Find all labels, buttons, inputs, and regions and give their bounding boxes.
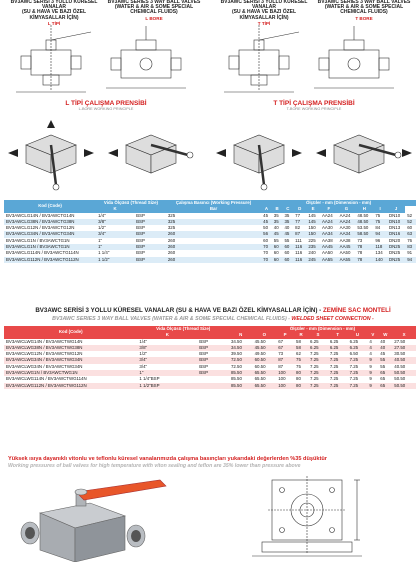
header-right-en-2 — [314, 0, 414, 21]
product-code: BV3AWCLWG34N / BV3AWCTWG34N — [4, 357, 137, 363]
product-code: BV3AWCLG38N / BV3AWCTG38N — [4, 219, 96, 225]
table-cell: 7.25 — [310, 376, 319, 382]
table-cell: 40 — [272, 225, 283, 231]
table-cell: 45 — [380, 351, 386, 357]
t-principle-title — [214, 100, 414, 111]
table-cell: 325 — [166, 213, 261, 219]
col-dim-t: T — [328, 332, 348, 338]
table-cell: BSP — [199, 363, 209, 369]
table-cell: 55 — [380, 363, 386, 369]
table-cell: 50.50 — [392, 383, 416, 389]
table-cell: 78 — [355, 250, 373, 256]
col-k: K — [96, 206, 134, 212]
bore-label: T TİPİ — [257, 20, 271, 26]
table-cell: 260 — [166, 231, 261, 237]
table-cell: AA45 — [320, 244, 338, 250]
table-cell: 35 — [282, 213, 293, 219]
table-cell: 63 — [405, 231, 416, 237]
table-cell: 35 — [282, 219, 293, 225]
header-subtitle: (SU & HAVA VE BAZI ÖZEL KİMYASALLAR İÇİN) — [231, 9, 297, 21]
col-dim-r: R — [294, 332, 308, 338]
table-cell: 325 — [166, 225, 261, 231]
table-cell: AA38 — [338, 238, 356, 244]
product-code: BV3AWCLWG38N / BV3AWCTWG38N — [4, 345, 137, 351]
table-cell: 60 — [272, 244, 283, 250]
table-cell: 50.50 — [394, 376, 406, 382]
table-cell: 77 — [293, 213, 306, 219]
table-cell: 30.50 — [394, 351, 406, 357]
table-cell: 7.25 — [349, 363, 359, 369]
table-cell: 7.25 — [310, 351, 319, 357]
table-cell: 6.25 — [310, 338, 319, 344]
table-cell: BSP — [199, 338, 209, 344]
table-cell: 72.50 — [229, 357, 253, 363]
welded-series-subtitle — [18, 316, 408, 322]
table-cell: 94 — [373, 231, 387, 237]
table-cell: 1 1/4"BSP — [139, 376, 160, 382]
table-cell: 50 — [261, 225, 272, 231]
product-code: BV3AWCLG12N / BV3AWCTG12N — [4, 225, 96, 231]
product-code: BV3AWCLG14N / BV3AWCTG14N — [4, 213, 96, 219]
table-cell: AA34 — [338, 231, 356, 237]
product-code: BV3AWCLWG114N / BV3AWCTWG114N — [6, 376, 87, 382]
welded-title-red: ZEMİNE SAC MONTELİ — [321, 307, 391, 314]
table-cell: 6.25 — [329, 338, 339, 344]
table-cell: 1/2" — [96, 225, 134, 231]
col-dim-o: O — [253, 332, 277, 338]
welded-sub-red: WELDED SHEET CONNECTION - — [289, 316, 374, 322]
product-code: BV3AWCLG1N / BV3AWCTG1N — [4, 244, 96, 250]
table-cell: 65.50 — [253, 370, 277, 376]
table-cell: 7.25 — [308, 383, 328, 389]
table-cell: 65 — [378, 383, 392, 389]
table-cell: DN20 — [387, 238, 405, 244]
table-cell: 40.50 — [394, 363, 406, 369]
table-cell: AA34 — [320, 231, 338, 237]
table-cell: 1 1/2" — [96, 257, 134, 263]
table-cell: 94 — [405, 257, 416, 263]
product-code: BV3AWCLWG112N / BV3AWCTWG112N — [4, 383, 137, 389]
header-subtitle: (WATER & AIR & SOME SPECIAL CHEMICAL FLUIDS) — [114, 4, 194, 16]
table-cell: 1" — [137, 370, 197, 376]
table-cell: 7.25 — [349, 376, 359, 382]
table-cell: 60 — [272, 250, 283, 256]
col-dim-x: X — [392, 332, 416, 338]
table-cell: 240 — [306, 250, 320, 256]
table-cell: 58.50 — [355, 231, 373, 237]
table-cell: 7.25 — [348, 370, 368, 376]
table-cell: 45 — [272, 231, 283, 237]
table-cell: 65 — [378, 370, 392, 376]
col-dims: Ölçüler - mm (Dimension - mm) — [261, 200, 416, 206]
table-cell: 7.25 — [328, 383, 348, 389]
col-dim-a: A — [261, 206, 272, 212]
table-cell: 80 — [296, 376, 301, 382]
table-cell: AA55 — [338, 257, 356, 263]
table-cell: 1/4" — [139, 338, 148, 344]
table-cell: 73 — [278, 351, 284, 357]
table-cell: 50.50 — [392, 370, 416, 376]
table-cell: 7.25 — [328, 370, 348, 376]
table-cell: AA50 — [338, 250, 356, 256]
table-cell: BSP — [134, 231, 166, 237]
table-cell: 60.50 — [253, 357, 277, 363]
col-kod: Kod (Code) — [4, 200, 96, 213]
table-cell: 225 — [306, 238, 320, 244]
table-cell: 3/8" — [96, 219, 134, 225]
spec-table-2 — [4, 326, 416, 389]
table-cell: 3/4" — [96, 231, 134, 237]
col-dim-p: P — [276, 332, 294, 338]
table-cell: DN25 — [387, 250, 405, 256]
table-cell: AA24 — [338, 213, 356, 219]
col-dim-e: E — [306, 206, 320, 212]
table-cell: 55 — [378, 357, 392, 363]
table-cell: 260 — [166, 257, 261, 263]
col-dim-n: N — [229, 332, 253, 338]
col-thread: Vida Ölçüsü (Thread Size) — [96, 200, 166, 206]
product-code: BV3AWCLG112N / BV3AWCTG112N — [4, 257, 96, 263]
table-cell: 83 — [405, 244, 416, 250]
table-cell: 58 — [296, 338, 301, 344]
table-cell: 145 — [306, 219, 320, 225]
table-cell: 76 — [405, 238, 416, 244]
table-cell: 27.50 — [394, 338, 406, 344]
table-cell: 91 — [405, 250, 416, 256]
table-cell: DN25 — [387, 244, 405, 250]
table-cell: 260 — [166, 244, 261, 250]
table-cell: 52 — [405, 219, 416, 225]
table-cell: 6.25 — [308, 345, 328, 351]
table-cell — [197, 383, 229, 389]
table-cell: 9 — [369, 363, 372, 369]
table-cell: BSP — [134, 225, 166, 231]
pressure-note-en: Working pressures of ball valves for high temperature with viton sealing and teflon are 35% lower than pressure above — [8, 463, 301, 469]
table-cell: DN25 — [387, 257, 405, 263]
table-cell: 1/4" — [96, 213, 134, 219]
table-cell: 325 — [166, 219, 261, 225]
table-cell: 260 — [166, 238, 261, 244]
valve-drawing-left — [6, 20, 206, 95]
table-cell: 6.25 — [348, 345, 368, 351]
table-cell: 35 — [272, 213, 283, 219]
table-cell: 45.50 — [253, 345, 277, 351]
col-dim-v: V — [367, 332, 378, 338]
table-cell: 60 — [272, 257, 283, 263]
table-cell: 3/4" — [137, 357, 197, 363]
t-principle-text: T TİPİ ÇALIŞMA PRENSİBİ — [273, 100, 355, 107]
welded-sub-main: BV3AWC SERIES 3 WAY BALL VALVES (WATER & AIR & SOME SPECIAL CHEMICAL FLUIDS) - — [52, 316, 290, 322]
header-right-en — [104, 0, 204, 21]
table-cell: BSP — [134, 250, 166, 256]
table-cell: DN10 — [387, 213, 405, 219]
table-cell: 45.50 — [254, 338, 266, 344]
product-code: BV3AWCLWG14N / BV3AWCTWG14N — [6, 338, 83, 344]
l-principle-diagram — [6, 115, 206, 195]
table-cell: 134 — [373, 250, 387, 256]
table-cell: AA24 — [320, 213, 338, 219]
bore-label: L TİPİ — [47, 20, 61, 26]
header-title: BV3AWC SERIES 3 WAY BALL VALVES — [107, 0, 201, 5]
table-cell: 87 — [278, 363, 284, 369]
table-cell: 67 — [278, 338, 284, 344]
table-cell: 73 — [355, 238, 373, 244]
table-cell: 34.50 — [229, 345, 253, 351]
table-cell: 118 — [373, 244, 387, 250]
table-cell: 84 — [373, 225, 387, 231]
product-code: BV3AWCLWG34N / BV3AWCTWG34N — [6, 363, 83, 369]
table-cell: 260 — [166, 250, 261, 256]
welded-title-main: BV3AWC SERİSİ 3 YOLLU KÜRESEL VANALAR (SU & HAVA VE BAZI ÖZEL KİMYASALLAR İÇİN) - — [35, 307, 322, 314]
table-cell: 53.50 — [355, 225, 373, 231]
table-cell: 52 — [405, 213, 416, 219]
table-cell: 60.50 — [254, 363, 266, 369]
table-cell: BSP — [134, 257, 166, 263]
table-cell: 65.50 — [253, 383, 277, 389]
table-cell: 3/4" — [139, 363, 148, 369]
col-dim-d: D — [293, 206, 306, 212]
product-code: BV3AWCLWG1N / BV3AWCTWG1N — [4, 370, 137, 376]
table-cell: 70 — [261, 250, 272, 256]
table-cell: DN13 — [387, 225, 405, 231]
header-subtitle: (SU & HAVA VE BAZI ÖZEL KİMYASALLAR İÇİN) — [21, 9, 87, 21]
col-k: K — [137, 332, 197, 338]
header-title: BV3AWC SERİSİ 3 YOLLU KÜRESEL VANALAR — [220, 0, 308, 11]
table-cell: 45 — [261, 213, 272, 219]
table-cell: 60 — [282, 257, 293, 263]
table-cell: BSP — [134, 244, 166, 250]
table-cell: AA55 — [320, 257, 338, 263]
table-cell: AA38 — [320, 238, 338, 244]
table-cell: 4 — [369, 351, 372, 357]
table-cell: 150 — [306, 231, 320, 237]
table-cell: 111 — [293, 238, 306, 244]
col-dim-f: F — [320, 206, 338, 212]
t-principle-sub: T-BORE WORKING PRINCIPLE — [286, 107, 342, 111]
table-cell: 7.25 — [329, 363, 339, 369]
table-cell: 100 — [276, 370, 294, 376]
table-cell: 70 — [261, 257, 272, 263]
l-principle-text: L TİPİ ÇALIŞMA PRENSİBİ — [65, 100, 147, 107]
table-cell: BSP — [197, 345, 229, 351]
table-cell: 55 — [272, 238, 283, 244]
table-row — [4, 257, 416, 263]
welded-sheet-drawing — [232, 474, 382, 560]
table-cell: 82 — [293, 225, 306, 231]
table-cell: 96 — [373, 238, 387, 244]
table-cell: 6.25 — [328, 345, 348, 351]
table-cell: 75 — [373, 219, 387, 225]
table-cell: 116 — [293, 244, 306, 250]
table-cell: 40 — [380, 338, 386, 344]
product-code: BV3AWCLG34N / BV3AWCTG34N — [4, 231, 96, 237]
table-cell: 87 — [276, 357, 294, 363]
table-cell: AA24 — [338, 219, 356, 225]
spec-table-1 — [4, 200, 416, 263]
product-code: BV3AWCLG114N / BV3AWCTG114N — [4, 250, 96, 256]
table-cell: 40.50 — [392, 357, 416, 363]
product-code: BV3AWCLG1N / BV3AWCTG1N — [4, 238, 96, 244]
table-cell: 75 — [294, 357, 308, 363]
table-cell: 77 — [293, 219, 306, 225]
table-cell: 7.25 — [329, 351, 339, 357]
table-cell: 49.50 — [254, 351, 266, 357]
table-cell: 9 — [367, 383, 378, 389]
col-dim-h: H — [355, 206, 373, 212]
table-cell: 85.50 — [229, 370, 253, 376]
col-dim-u: U — [348, 332, 368, 338]
bore-label: T BORE — [355, 15, 373, 21]
table-cell: 7.25 — [310, 363, 319, 369]
bore-label: L BORE — [145, 15, 163, 21]
table-cell: 27.50 — [392, 345, 416, 351]
table-cell: AA30 — [338, 225, 356, 231]
table-cell: BSP — [134, 238, 166, 244]
table-cell: 150 — [306, 225, 320, 231]
col-dim-j: J — [387, 206, 405, 212]
table-cell: 70 — [261, 244, 272, 250]
header-title: BV3AWC SERIES 3 WAY BALL VALVES — [317, 0, 411, 5]
col-dim-b: B — [272, 206, 283, 212]
table-cell: 235 — [306, 244, 320, 250]
table-cell: 65 — [380, 376, 386, 382]
table-cell: 7.25 — [308, 370, 328, 376]
table-cell: 4 — [369, 338, 372, 344]
table-cell: DN10 — [387, 219, 405, 225]
table-cell: 6.50 — [349, 351, 359, 357]
table-cell: 80 — [294, 383, 308, 389]
table-cell: AA50 — [320, 250, 338, 256]
table-cell: 58 — [294, 345, 308, 351]
table-cell: 39.50 — [230, 351, 242, 357]
table-cell: 72.50 — [230, 363, 242, 369]
col-bar: Bar — [166, 206, 261, 212]
table-cell: 85.50 — [229, 383, 253, 389]
table-cell: 40 — [282, 225, 293, 231]
table-cell: 80 — [294, 370, 308, 376]
col-dims: Ölçüler - mm (Dimension - mm) — [229, 326, 416, 332]
table-cell: 7.25 — [348, 383, 368, 389]
col-dim-s: S — [308, 332, 328, 338]
table-cell: 62 — [296, 351, 301, 357]
table-cell: 60 — [405, 225, 416, 231]
table-cell: 60 — [282, 244, 293, 250]
table-cell: 116 — [293, 250, 306, 256]
t-principle-diagram — [214, 115, 414, 195]
header-subtitle: (WATER & AIR & SOME SPECIAL CHEMICAL FLUIDS) — [324, 4, 404, 16]
table-cell: 100 — [276, 383, 294, 389]
table-cell: 1/2" — [139, 351, 148, 357]
col-thread: Vida Ölçüsü (Thread Size) — [137, 326, 229, 332]
table-cell: AA24 — [320, 219, 338, 225]
table-cell: 55 — [282, 238, 293, 244]
table-cell: 78 — [355, 257, 373, 263]
table-cell: 45 — [261, 219, 272, 225]
table-cell: 3/8" — [137, 345, 197, 351]
table-cell: 34.50 — [230, 338, 242, 344]
table-cell: DN16 — [387, 231, 405, 237]
table-cell: 145 — [306, 213, 320, 219]
table-cell: 60 — [282, 250, 293, 256]
table-cell: 7.25 — [308, 357, 328, 363]
table-cell: BSP — [134, 219, 166, 225]
table-cell: 75 — [296, 363, 301, 369]
table-cell: BSP — [199, 351, 209, 357]
table-cell: 1" — [96, 244, 134, 250]
pressure-note-tr: Yüksek ısıya dayanıklı vitonlu ve teflonlu küresel vanalarımızda çalışma basınçları yukarıdaki değerlerden %35 düşüktür — [8, 456, 327, 462]
welded-series-title — [18, 307, 408, 314]
col-dim-g: G — [338, 206, 356, 212]
table-cell: 9 — [369, 376, 372, 382]
valve-drawing-right — [214, 20, 414, 95]
table-cell: 245 — [306, 257, 320, 263]
table-cell: BSP — [197, 370, 229, 376]
table-row — [4, 383, 416, 389]
table-cell: AA45 — [338, 244, 356, 250]
table-cell: 48.50 — [355, 213, 373, 219]
product-code: BV3AWCLWG12N / BV3AWCTWG12N — [6, 351, 83, 357]
table-cell: 67 — [276, 345, 294, 351]
l-principle-sub: L-BORE WORKING PRINCIPLE — [78, 107, 134, 111]
table-cell: 75 — [373, 213, 387, 219]
col-pressure: Çalışma Basıncı (Working Pressure) — [166, 200, 261, 206]
table-cell: 35 — [272, 219, 283, 225]
table-cell: 140 — [373, 257, 387, 263]
table-cell: BSP — [197, 357, 229, 363]
ball-valve-photo — [10, 478, 180, 562]
header-title: BV3AWC SERİSİ 3 YOLLU KÜRESEL VANALAR — [10, 0, 98, 11]
table-cell: 6.25 — [349, 338, 359, 344]
table-cell: 40 — [378, 345, 392, 351]
table-cell: 100 — [278, 376, 286, 382]
table-cell: 7.25 — [329, 376, 339, 382]
table-cell: 7.25 — [348, 357, 368, 363]
table-cell: 1 1/2"BSP — [137, 383, 197, 389]
table-cell: BSP — [134, 213, 166, 219]
table-cell: 4 — [367, 345, 378, 351]
table-cell: 9 — [367, 357, 378, 363]
table-cell: 1 1/4" — [96, 250, 134, 256]
table-cell: 87 — [293, 231, 306, 237]
table-cell: 78 — [355, 244, 373, 250]
table-cell: 7.25 — [328, 357, 348, 363]
col-dim-i: I — [373, 206, 387, 212]
table-cell: AA30 — [320, 225, 338, 231]
table-cell: 48.50 — [355, 219, 373, 225]
table-cell: 85.50 — [230, 376, 242, 382]
table-cell: 45 — [282, 231, 293, 237]
l-principle-title — [6, 100, 206, 111]
col-dim-w: W — [378, 332, 392, 338]
table-cell: 116 — [293, 257, 306, 263]
table-cell: 65.50 — [254, 376, 266, 382]
table-cell: 9 — [367, 370, 378, 376]
table-cell: 1" — [96, 238, 134, 244]
table-cell: 60 — [261, 238, 272, 244]
col-kod: Kod (Code) — [4, 326, 137, 339]
table-cell: 56 — [261, 231, 272, 237]
col-dim-c: C — [282, 206, 293, 212]
